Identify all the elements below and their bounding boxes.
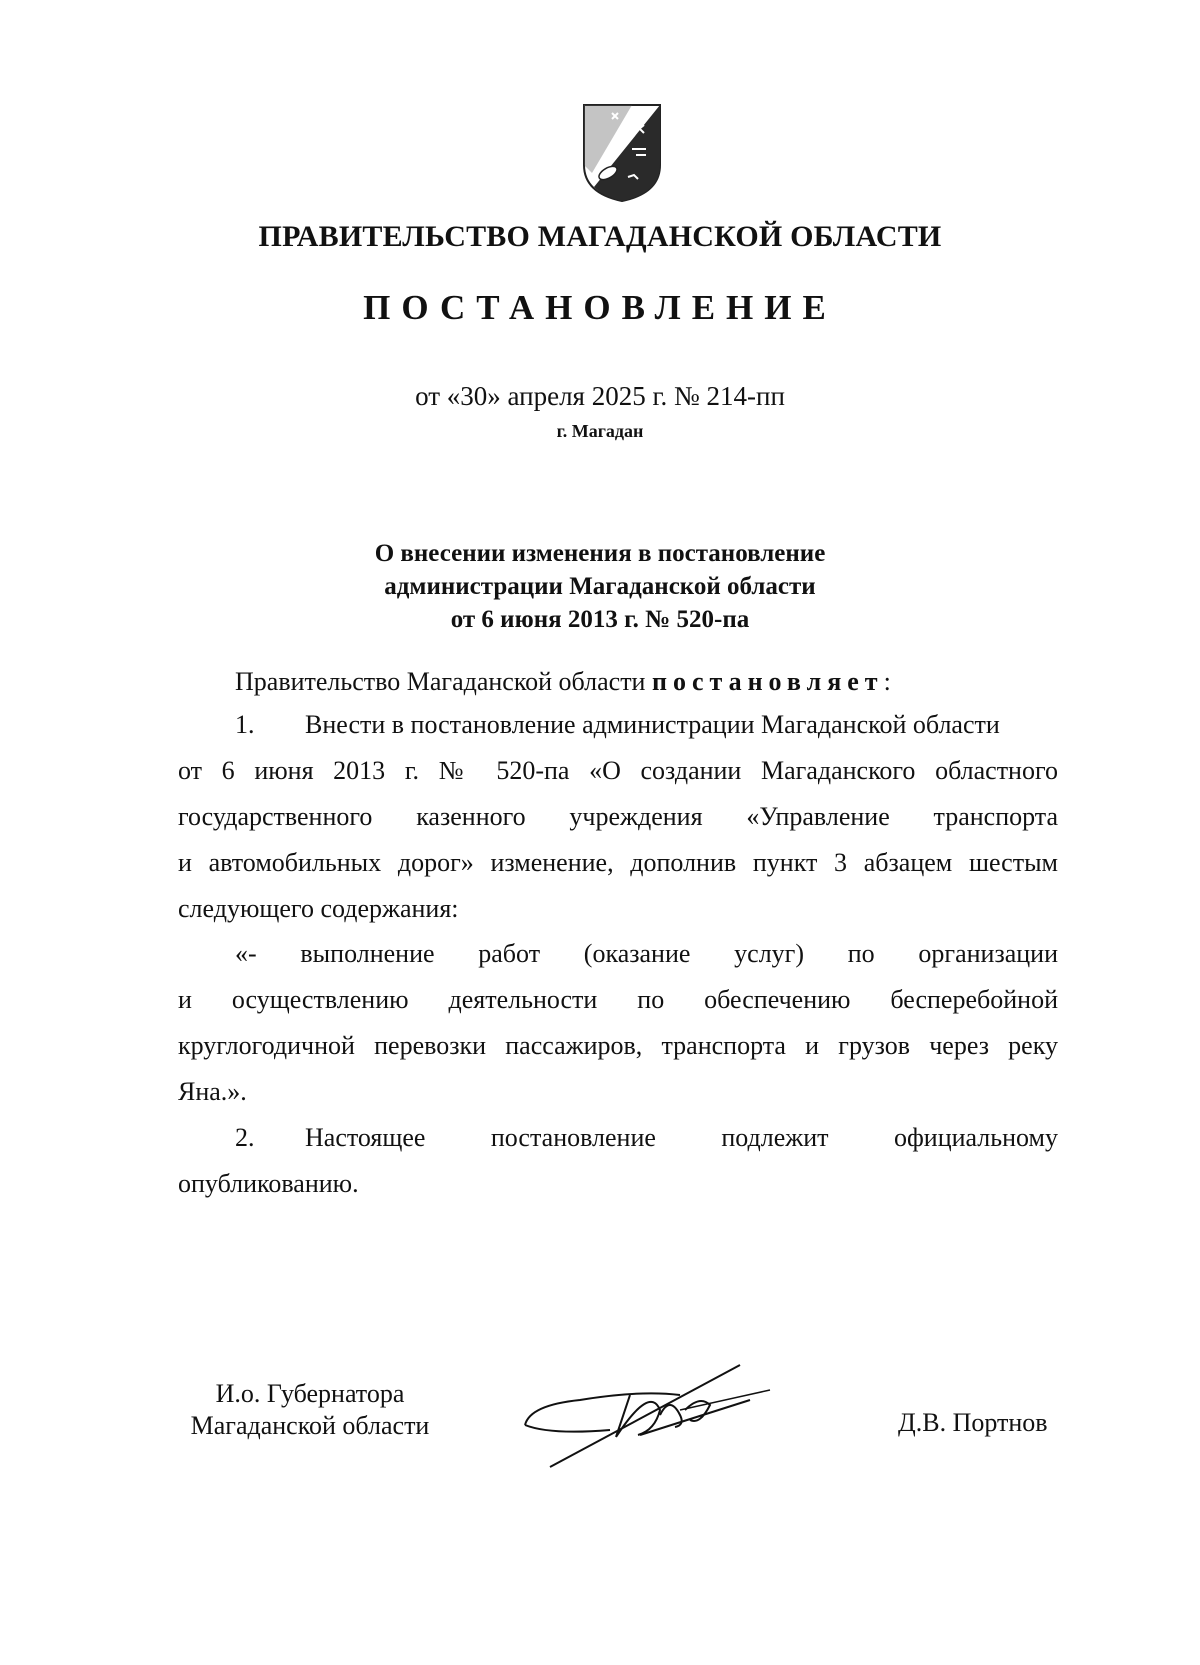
signatory-position-line: Магаданской области bbox=[190, 1411, 430, 1440]
title-line: от 6 июня 2013 г. № 520-па bbox=[450, 606, 750, 633]
preamble-colon: : bbox=[883, 667, 891, 696]
item1-number: 1. bbox=[235, 710, 255, 739]
item2-first-line bbox=[178, 1123, 1058, 1157]
handwritten-signature bbox=[520, 1355, 790, 1475]
organization-name: ПРАВИТЕЛЬСТВО МАГАДАНСКОЙ ОБЛАСТИ bbox=[258, 220, 942, 253]
item1-first-line bbox=[178, 710, 1058, 744]
document-city: г. Магадан bbox=[556, 421, 644, 441]
document-type: ПОСТАНОВЛЕНИЕ bbox=[363, 288, 837, 327]
item2-line1: Настоящее постановление подлежит официальному bbox=[305, 1123, 1058, 1152]
item1-line3: государственного казенного учреждения «Управление транспорта bbox=[178, 802, 1058, 831]
item2-number: 2. bbox=[235, 1123, 255, 1152]
signatory-name: Д.В. Портнов bbox=[898, 1408, 1048, 1437]
document-title bbox=[0, 537, 1200, 636]
document-date-number: от «30» апреля 2025 г. № 214-пп bbox=[415, 381, 785, 411]
preamble bbox=[178, 667, 1115, 701]
item1-line5: следующего содержания: bbox=[178, 894, 459, 923]
preamble-verb: постановляет bbox=[651, 667, 884, 696]
quote-line2: и осуществлению деятельности по обеспечению бесперебойной bbox=[178, 985, 1058, 1014]
signatory-position-line: И.о. Губернатора bbox=[215, 1379, 405, 1408]
coat-of-arms-emblem bbox=[582, 103, 662, 203]
item1-line4: и автомобильных дорог» изменение, дополнив пункт 3 абзацем шестым bbox=[178, 848, 1058, 877]
quote-line3: круглогодичной перевозки пассажиров, транспорта и грузов через реку bbox=[178, 1031, 1058, 1060]
item2-line2: опубликованию. bbox=[178, 1169, 359, 1198]
preamble-text: Правительство Магаданской области bbox=[235, 667, 646, 696]
quote-line1: «- выполнение работ (оказание услуг) по организации bbox=[235, 939, 1058, 968]
item1-line1: Внести в постановление администрации Магаданской области bbox=[305, 710, 1000, 739]
title-line: администрации Магаданской области bbox=[384, 573, 816, 600]
quote-line4: Яна.». bbox=[178, 1077, 247, 1106]
signatory-position bbox=[180, 1378, 440, 1442]
item1-line2: от 6 июня 2013 г. № 520-па «О создании Магаданского областного bbox=[178, 756, 1058, 785]
title-line: О внесении изменения в постановление bbox=[374, 540, 826, 567]
